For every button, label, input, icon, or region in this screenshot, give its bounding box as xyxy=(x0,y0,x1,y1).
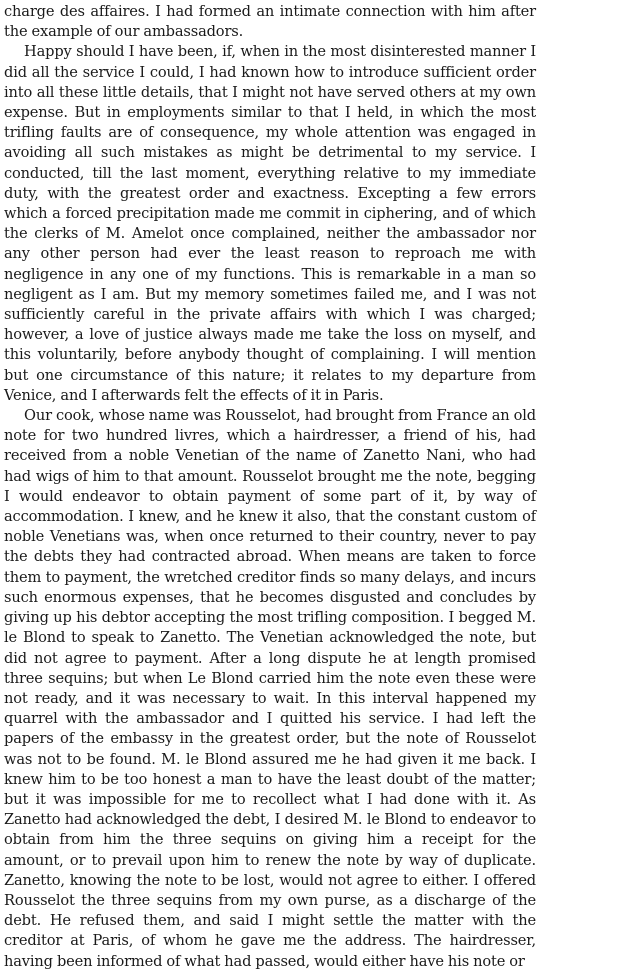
paragraph-happy-should-i: Happy should I have been, if, when in the most disinterested manner I did all the service I could, I had known how to introduce sufficient order into all these little details, that I might not have served others at my own expense. But in employments similar to that I held, in which the most trifling faults are of consequence, my whole attention was engaged in avoiding all such mistakes as might be detrimental to my service. I conducted, till the last moment, everything relative to my immediate duty, with the greatest order and exactness. Excepting a few errors which a forced precipitation made me commit in ciphering, and of which the clerks of M. Amelot once complained, neither the ambassador nor any other person had ever the least reason to reproach me with negligence in any one of my functions. This is remarkable in a man so negligent as I am. But my memory sometimes failed me, and I was not sufficiently careful in the private affairs with which I was charged; however, a love of justice always made me take the loss on myself, and this voluntarily, before anybody thought of complaining. I will mention but one circumstance of this nature; it relates to my departure from Venice, and I afterwards felt the effects of it in Paris. xyxy=(4,43,536,404)
paragraph-continuation: charge des affaires. I had formed an intimate connection with him after the example of our ambassadors. xyxy=(4,3,536,41)
document-page xyxy=(4,2,536,972)
paragraph-our-cook: Our cook, whose name was Rousselot, had brought from France an old note for two hundred livres, which a hairdresser, a friend of his, had received from a noble Venetian of the name of Zanetto Nani, who had had wigs of him to that amount. Rousselot brought me the note, begging I would endeavor to obtain payment of some part of it, by way of accommodation. I knew, and he knew it also, that the constant custom of noble Venetians was, when once returned to their country, never to pay the debts they had contracted abroad. When means are taken to force them to payment, the wretched creditor finds so many delays, and incurs such enormous expenses, that he becomes disgusted and concludes by giving up his debtor accepting the most trifling composition. I begged M. le Blond to speak to Zanetto. The Venetian acknowledged the note, but did not agree to payment. After a long dispute he at length promised three sequins; but when Le Blond carried him the note even these were not ready, and it was necessary to wait. In this interval happened my quarrel with the ambassador and I quitted his service. I had left the papers of the embassy in the greatest order, but the note of Rousselot was not to be found. M. le Blond assured me he had given it me back. I knew him to be too honest a man to have the least doubt of the matter; but it was impossible for me to recollect what I had done with it. As Zanetto had acknowledged the debt, I desired M. le Blond to endeavor to obtain from him the three sequins on giving him a receipt for the amount, or to prevail upon him to renew the note by way of duplicate. Zanetto, knowing the note to be lost, would not agree to either. I offered Rousselot the three sequins from my own purse, as a discharge of the debt. He refused them, and said I might settle the matter with the creditor at Paris, of whom he gave me the address. The hairdresser, having been informed of what had passed, would either have his note or xyxy=(4,407,536,970)
